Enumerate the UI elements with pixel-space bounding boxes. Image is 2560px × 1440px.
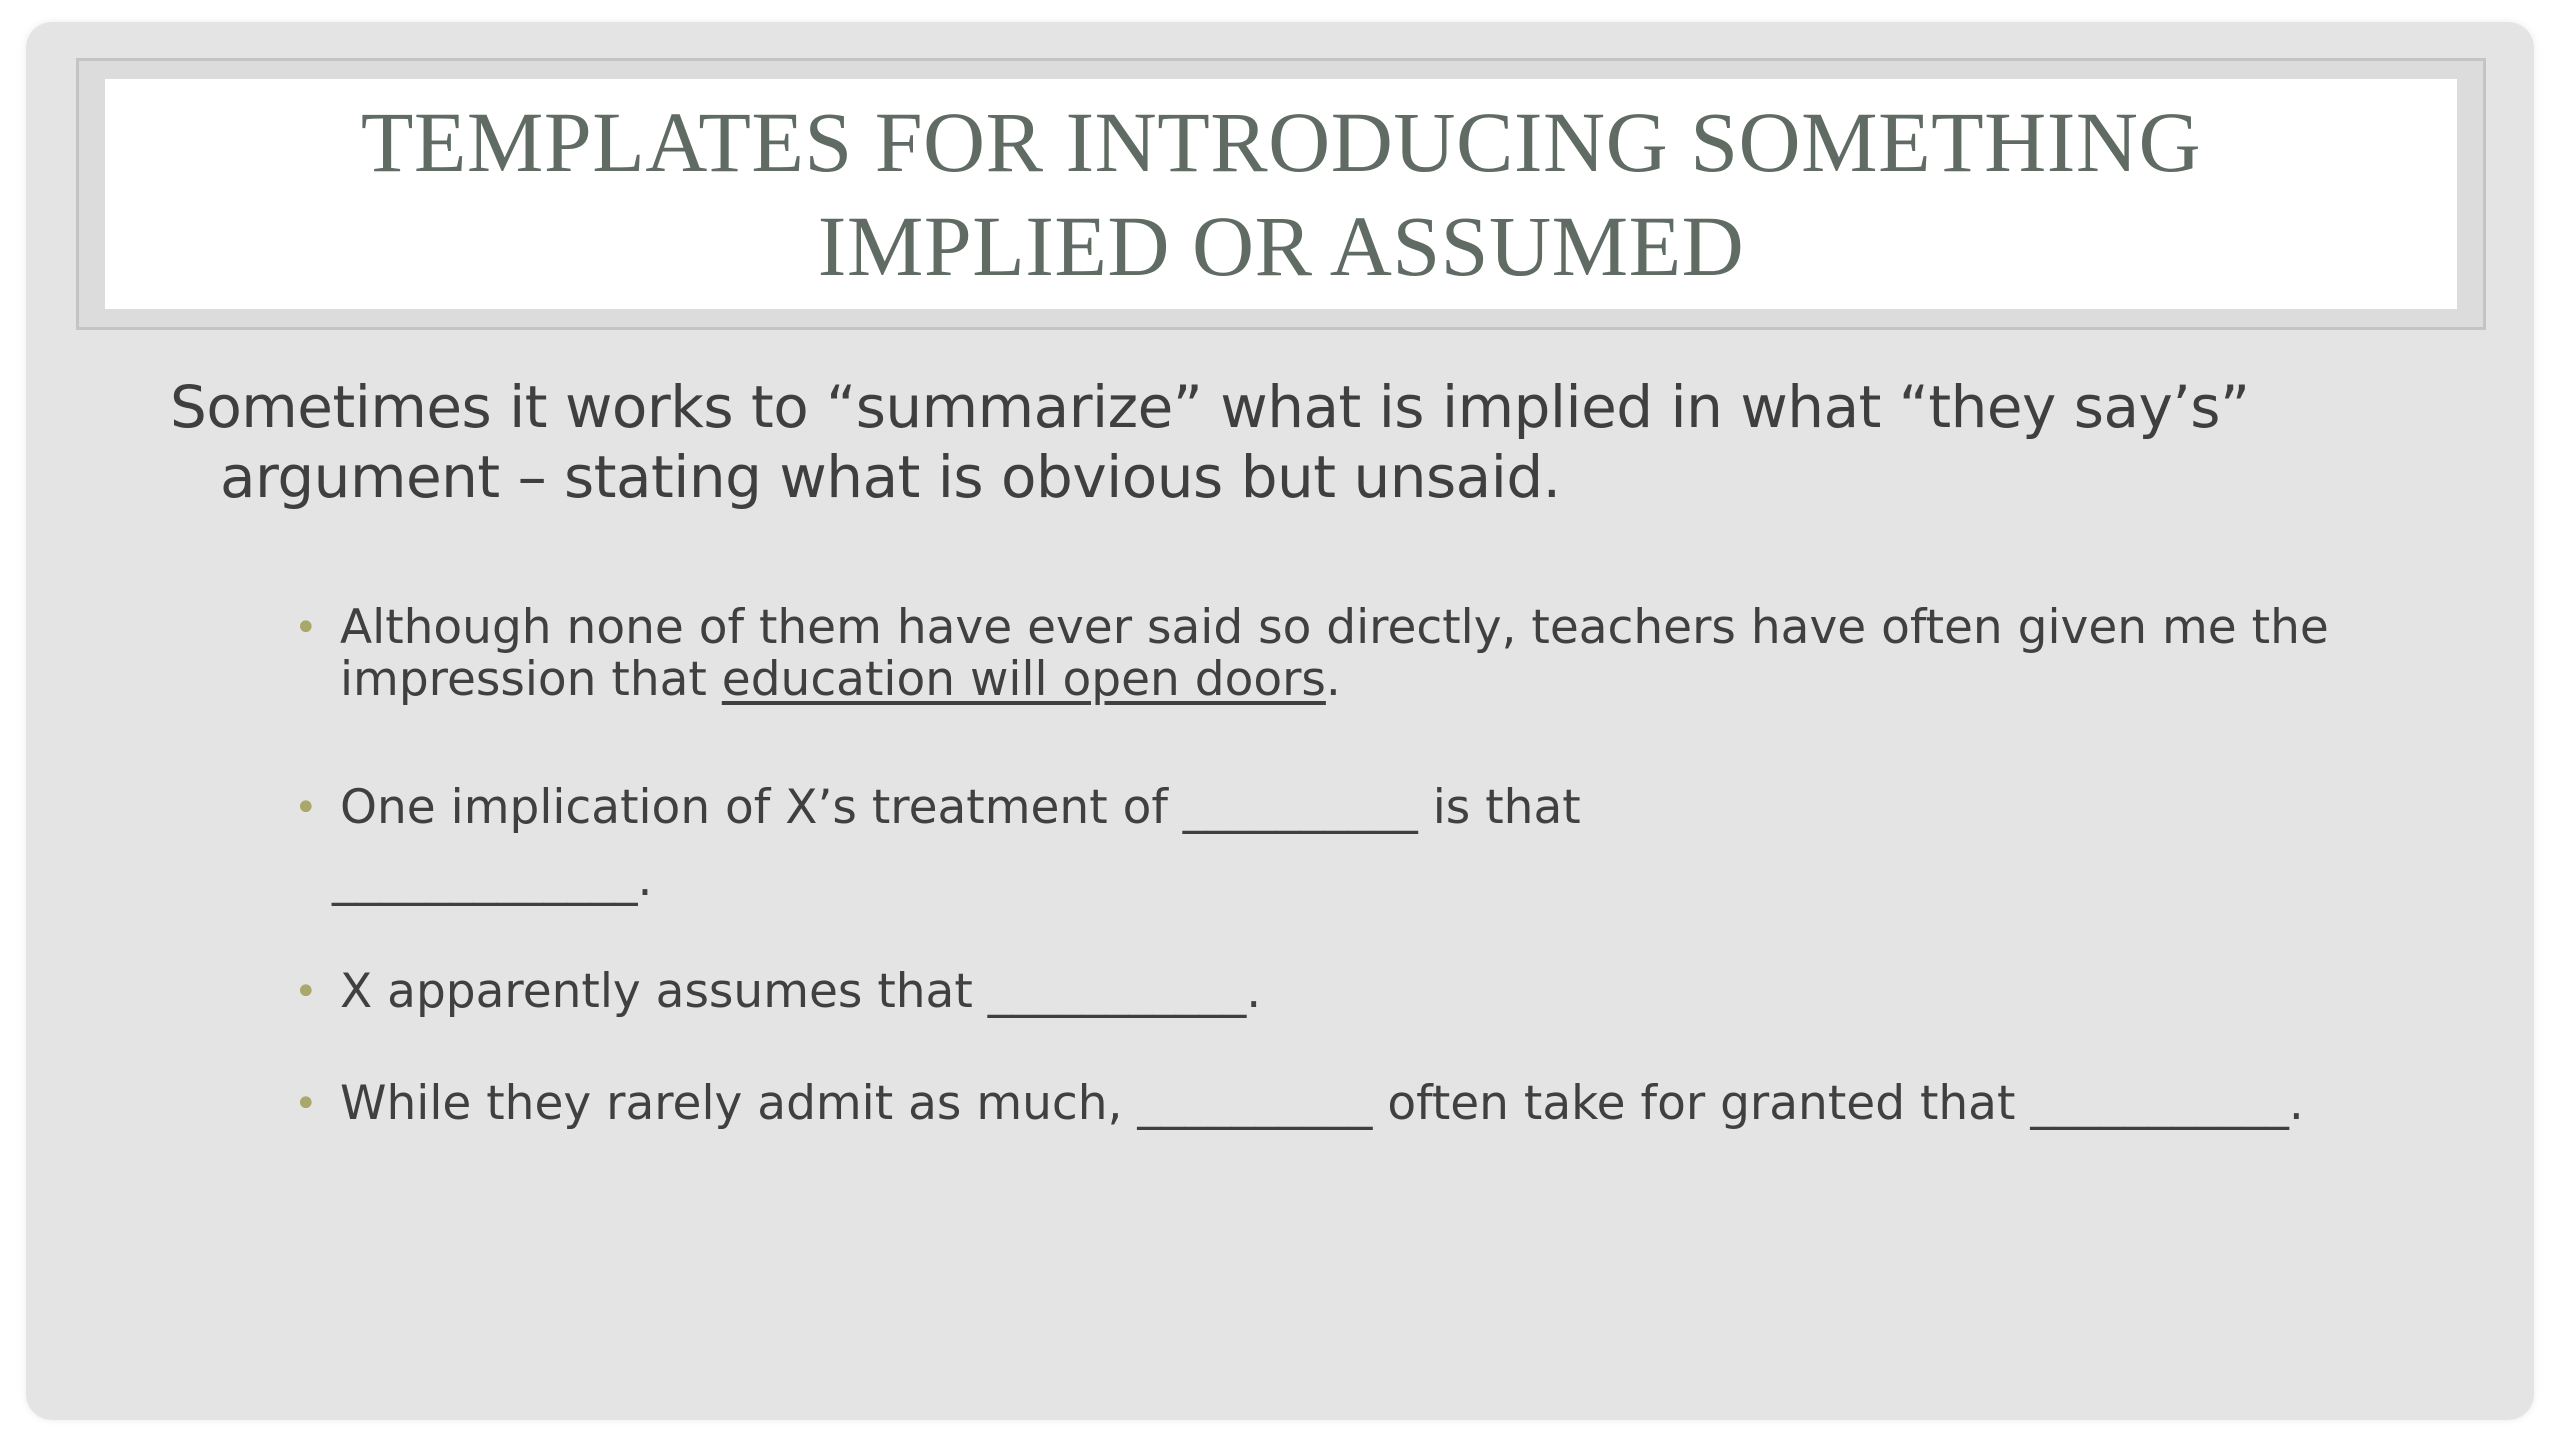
bullet-list [286, 602, 2386, 1130]
bullet-text-line-2: _____________. [332, 852, 653, 907]
slide-title [361, 90, 2201, 298]
bullet-text: X apparently assumes that ___________. [340, 964, 1262, 1019]
bullet-text: While they rarely admit as much, __________ often take for granted that ___________. [340, 1076, 2304, 1131]
bullet-icon: • [294, 1081, 318, 1127]
bullet-icon: • [294, 969, 318, 1015]
bullet-text-end: . [1325, 652, 1341, 707]
bullet-item [286, 782, 2386, 906]
bullet-item [286, 966, 2386, 1018]
intro-paragraph: Sometimes it works to “summarize” what is implied in what “they say’s” argument – stating what is obvious but unsaid. [170, 373, 2250, 511]
bullet-text: Although none of them have ever said so directly, teachers have often given me the impression that [340, 600, 2329, 707]
title-box [105, 79, 2457, 309]
title-line-2: IMPLIED OR ASSUMED [817, 198, 1745, 294]
bullet-icon: • [294, 785, 318, 831]
underlined-phrase: education will open doors [721, 652, 1326, 707]
bullet-item [286, 1078, 2386, 1130]
bullet-text-line-1: One implication of X’s treatment of __________ is that [340, 780, 1581, 835]
title-line-1: TEMPLATES FOR INTRODUCING SOMETHING [360, 94, 2202, 190]
slide [26, 22, 2534, 1420]
bullet-icon: • [294, 605, 318, 651]
title-frame [76, 58, 2486, 330]
bullet-item [286, 602, 2386, 706]
